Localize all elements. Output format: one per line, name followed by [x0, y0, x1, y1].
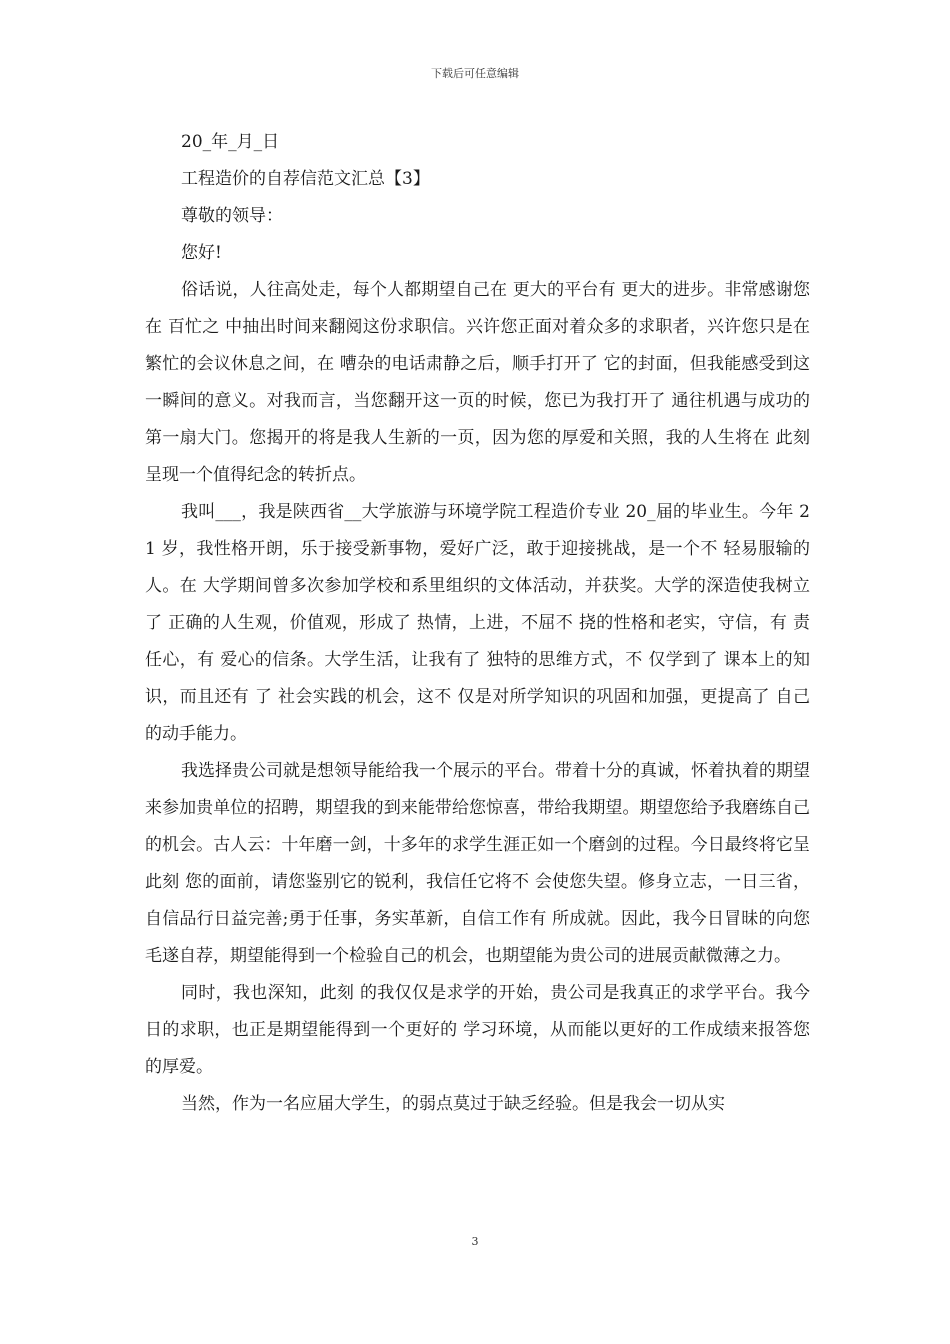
- paragraph: 俗话说，人往高处走，每个人都期望自己在 更大的平台有 更大的进步。非常感谢您在 百忙之 中抽出时间来翻阅这份求职信。兴许您正面对着众多的求职者，兴许您只是在 繁忙的会议休息之间，在 嘈杂的电话肃静之后，顺手打开了 它的封面，但我能感受到这一瞬间的意义。对我而言，当您翻开这一页的时候，您已为我打开了 通往机遇与成功的第一扇大门。您揭开的将是我人生新的一页，因为您的厚爱和关照，我的人生将在 此刻呈现一个值得纪念的转折点。: [145, 280, 810, 485]
- date-line: 20_年_月_日: [181, 132, 280, 152]
- document-title: 工程造价的自荐信范文汇总【3】: [181, 169, 430, 189]
- page-header: 下载后可任意编辑: [431, 67, 519, 80]
- page-number: 3: [471, 1235, 479, 1248]
- paragraph: 同时，我也深知，此刻 的我仅仅是求学的开始，贵公司是我真正的求学平台。我今日的求职，也正是期望能得到一个更好的 学习环境，从而能以更好的工作成绩来报答您的厚爱。: [145, 983, 810, 1077]
- document-body: [145, 124, 810, 1123]
- greeting: 您好!: [181, 243, 222, 263]
- salutation: 尊敬的领导：: [181, 206, 283, 226]
- paragraph: 我选择贵公司就是想领导能给我一个展示的平台。带着十分的真诚，怀着执着的期望来参加贵单位的招聘，期望我的到来能带给您惊喜，带给我期望。期望您给予我磨练自己的机会。古人云：十年磨一剑，十多年的求学生涯正如一个磨剑的过程。今日最终将它呈此刻 您的面前，请您鉴别它的锐利，我信任它将不 会使您失望。修身立志，一日三省，自信品行日益完善;勇于任事，务实革新，自信工作有 所成就。因此，我今日冒昧的向您毛遂自荐，期望能得到一个检验自己的机会，也期望能为贵公司的进展贡献微薄之力。: [145, 761, 810, 966]
- paragraph: 我叫___，我是陕西省__大学旅游与环境学院工程造价专业 20_届的毕业生。今年 21 岁，我性格开朗，乐于接受新事物，爱好广泛，敢于迎接挑战，是一个不 轻易服输的人。在 大学期间曾多次参加学校和系里组织的文体活动，并获奖。大学的深造使我树立了 正确的人生观，价值观，形成了 热情，上进，不屈不 挠的性格和老实，守信，有 责任心，有 爱心的信条。大学生活，让我有了 独特的思维方式，不 仅学到了 课本上的知识，而且还有 了 社会实践的机会，这不 仅是对所学知识的巩固和加强，更提高了 自己的动手能力。: [145, 502, 810, 744]
- paragraph: 当然，作为一名应届大学生，的弱点莫过于缺乏经验。但是我会一切从实: [181, 1094, 725, 1114]
